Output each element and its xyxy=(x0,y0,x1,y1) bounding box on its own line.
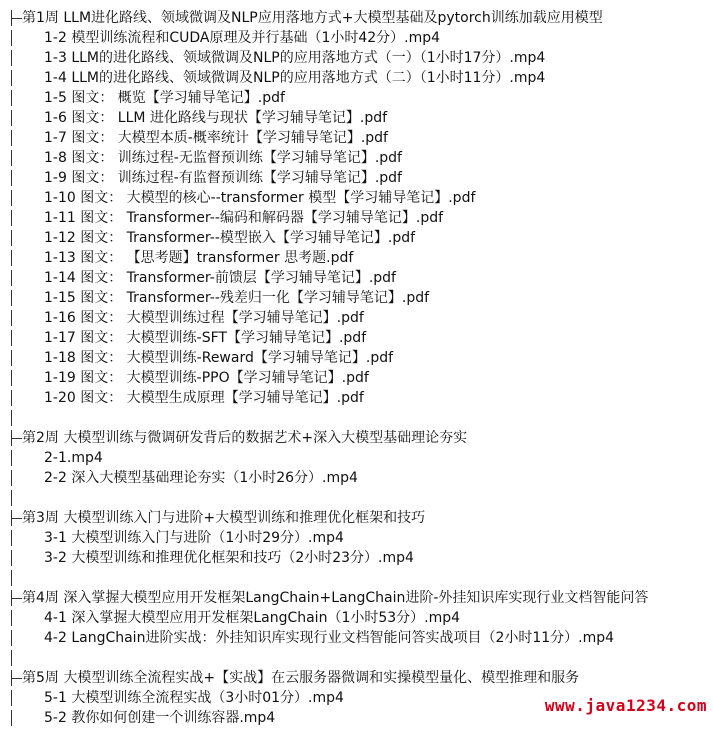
tree-line xyxy=(11,390,12,406)
tree-line xyxy=(11,210,12,226)
tree-line xyxy=(11,370,12,386)
tree-line xyxy=(11,470,12,486)
tree-line xyxy=(11,50,12,66)
tree-line xyxy=(11,30,12,46)
tree-line xyxy=(11,350,12,366)
tree-line xyxy=(11,150,12,166)
file-name: 1-4 LLM的进化路线、领域微调及NLP的应用落地方式（二）（1小时11分）.mp4 xyxy=(44,70,546,86)
week-5-title: 第5周 大模型训练全流程实战+【实战】在云服务器微调和实操模型量化、模型推理和服务 xyxy=(22,670,580,686)
file-name: 1-20 图文： 大模型生成原理【学习辅导笔记】.pdf xyxy=(44,390,364,406)
tree-branch xyxy=(11,438,22,439)
file-name: 5-1 大模型训练全流程实战（3小时01分）.mp4 xyxy=(44,690,344,706)
file-name: 3-2 大模型训练和推理优化框架和技巧（2小时23分）.mp4 xyxy=(44,550,414,566)
tree-line xyxy=(11,310,12,326)
file-name: 1-19 图文： 大模型训练-PPO【学习辅导笔记】.pdf xyxy=(44,370,369,386)
file-name: 2-1.mp4 xyxy=(44,450,103,466)
file-name: 1-14 图文： Transformer-前馈层【学习辅导笔记】.pdf xyxy=(44,270,396,286)
tree-line xyxy=(11,410,12,426)
tree-line xyxy=(11,230,12,246)
tree-line xyxy=(11,270,12,286)
week-4-title: 第4周 深入掌握大模型应用开发框架LangChain+LangChain进阶-外挂知识库实现行业文档智能问答 xyxy=(22,590,649,606)
tree-branch xyxy=(11,598,22,599)
file-name: 2-2 深入大模型基础理论夯实（1小时26分）.mp4 xyxy=(44,470,358,486)
file-name: 1-9 图文： 训练过程-有监督预训练【学习辅导笔记】.pdf xyxy=(44,170,402,186)
tree-line xyxy=(11,110,12,126)
tree-line xyxy=(11,190,12,206)
tree-line xyxy=(11,170,12,186)
tree-line xyxy=(11,90,12,106)
tree-line xyxy=(11,650,12,666)
file-name: 1-2 模型训练流程和CUDA原理及并行基础（1小时42分）.mp4 xyxy=(44,30,441,46)
tree-line xyxy=(11,610,12,626)
file-name: 1-3 LLM的进化路线、领域微调及NLP的应用落地方式（一）（1小时17分）.mp4 xyxy=(44,50,546,66)
file-name: 1-5 图文： 概览【学习辅导笔记】.pdf xyxy=(44,90,285,106)
tree-line xyxy=(11,130,12,146)
tree-line xyxy=(11,550,12,566)
week-1-title: 第1周 LLM进化路线、领域微调及NLP应用落地方式+大模型基础及pytorch训练加载应用模型 xyxy=(22,10,603,26)
tree-line xyxy=(11,690,12,706)
file-name: 1-18 图文： 大模型训练-Reward【学习辅导笔记】.pdf xyxy=(44,350,394,366)
tree-line xyxy=(11,250,12,266)
tree-line xyxy=(11,290,12,306)
file-name: 5-2 教你如何创建一个训练容器.mp4 xyxy=(44,710,276,726)
tree-line xyxy=(11,450,12,466)
file-name: 1-12 图文： Transformer--模型嵌入【学习辅导笔记】.pdf xyxy=(44,230,416,246)
file-name: 1-7 图文： 大模型本质-概率统计【学习辅导笔记】.pdf xyxy=(44,130,388,146)
file-name: 1-10 图文： 大模型的核心--transformer 模型【学习辅导笔记】.pdf xyxy=(44,190,476,206)
tree-line xyxy=(11,490,12,506)
file-name: 1-15 图文： Transformer--残差归一化【学习辅导笔记】.pdf xyxy=(44,290,430,306)
tree-line xyxy=(11,710,12,726)
file-name: 1-6 图文： LLM 进化路线与现状【学习辅导笔记】.pdf xyxy=(44,110,388,126)
file-name: 1-16 图文： 大模型训练过程【学习辅导笔记】.pdf xyxy=(44,310,364,326)
tree-line xyxy=(11,570,12,586)
file-name: 4-1 深入掌握大模型应用开发框架LangChain（1小时53分）.mp4 xyxy=(44,610,461,626)
tree-branch xyxy=(11,518,22,519)
watermark-logo: www.java1234.com xyxy=(544,696,707,715)
tree-line xyxy=(11,530,12,546)
file-name: 1-11 图文： Transformer--编码和解码器【学习辅导笔记】.pdf xyxy=(44,210,444,226)
file-name: 4-2 LangChain进阶实战：外挂知识库实现行业文档智能问答实战项目（2小时11分）.mp4 xyxy=(44,630,615,646)
tree-branch xyxy=(11,18,22,19)
week-2-title: 第2周 大模型训练与微调研发背后的数据艺术+深入大模型基础理论夯实 xyxy=(22,430,468,446)
file-name: 1-17 图文： 大模型训练-SFT【学习辅导笔记】.pdf xyxy=(44,330,367,346)
file-name: 1-13 图文： 【思考题】transformer 思考题.pdf xyxy=(44,250,354,266)
week-3-title: 第3周 大模型训练入门与进阶+大模型训练和推理优化框架和技巧 xyxy=(22,510,426,526)
tree-line xyxy=(11,630,12,646)
file-name: 1-8 图文： 训练过程-无监督预训练【学习辅导笔记】.pdf xyxy=(44,150,402,166)
file-name: 3-1 大模型训练入门与进阶（1小时29分）.mp4 xyxy=(44,530,344,546)
tree-line xyxy=(11,70,12,86)
tree-line xyxy=(11,330,12,346)
tree-branch xyxy=(11,678,22,679)
